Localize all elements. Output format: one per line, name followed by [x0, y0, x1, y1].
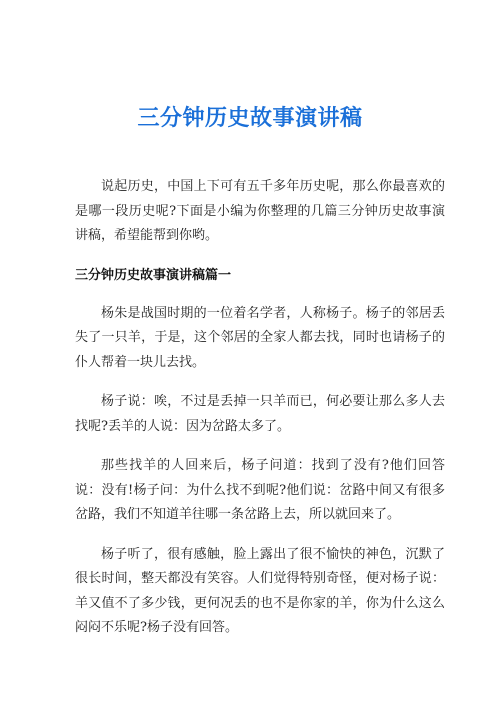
story-paragraph-3: 那些找羊的人回来后，杨子问道：找到了没有?他们回答说：没有!杨子问：为什么找不到呢?他们说：岔路中间又有很多岔路，我们不知道羊往哪一条岔路上去，所以就回来了。 [75, 458, 445, 522]
page-title: 三分钟历史故事演讲稿 [137, 106, 363, 131]
document-body [75, 175, 445, 656]
story-paragraph-2: 杨子说：唉，不过是丢掉一只羊而已，何必要让那么多人去找呢?丢羊的人说：因为岔路太多了。 [75, 394, 445, 434]
intro-paragraph: 说起历史，中国上下可有五千多年历史呢，那么你最喜欢的是哪一段历史呢?下面是小编为你整理的几篇三分钟历史故事演讲稿，希望能帮到你哟。 [75, 179, 445, 243]
story-paragraph-1: 杨朱是战国时期的一位着名学者，人称杨子。杨子的邻居丢失了一只羊，于是，这个邻居的全家人都去找，同时也请杨子的仆人帮着一块儿去找。 [75, 305, 445, 370]
section-heading: 三分钟历史故事演讲稿篇一 [75, 267, 232, 283]
story-paragraph-4: 杨子听了，很有感触，脸上露出了很不愉快的神色，沉默了很长时间，整天都没有笑容。人们觉得特别奇怪，便对杨子说：羊又值不了多少钱，更何况丢的也不是你家的羊，你为什么这么闷闷不乐呢?杨子没有回答。 [75, 546, 445, 635]
